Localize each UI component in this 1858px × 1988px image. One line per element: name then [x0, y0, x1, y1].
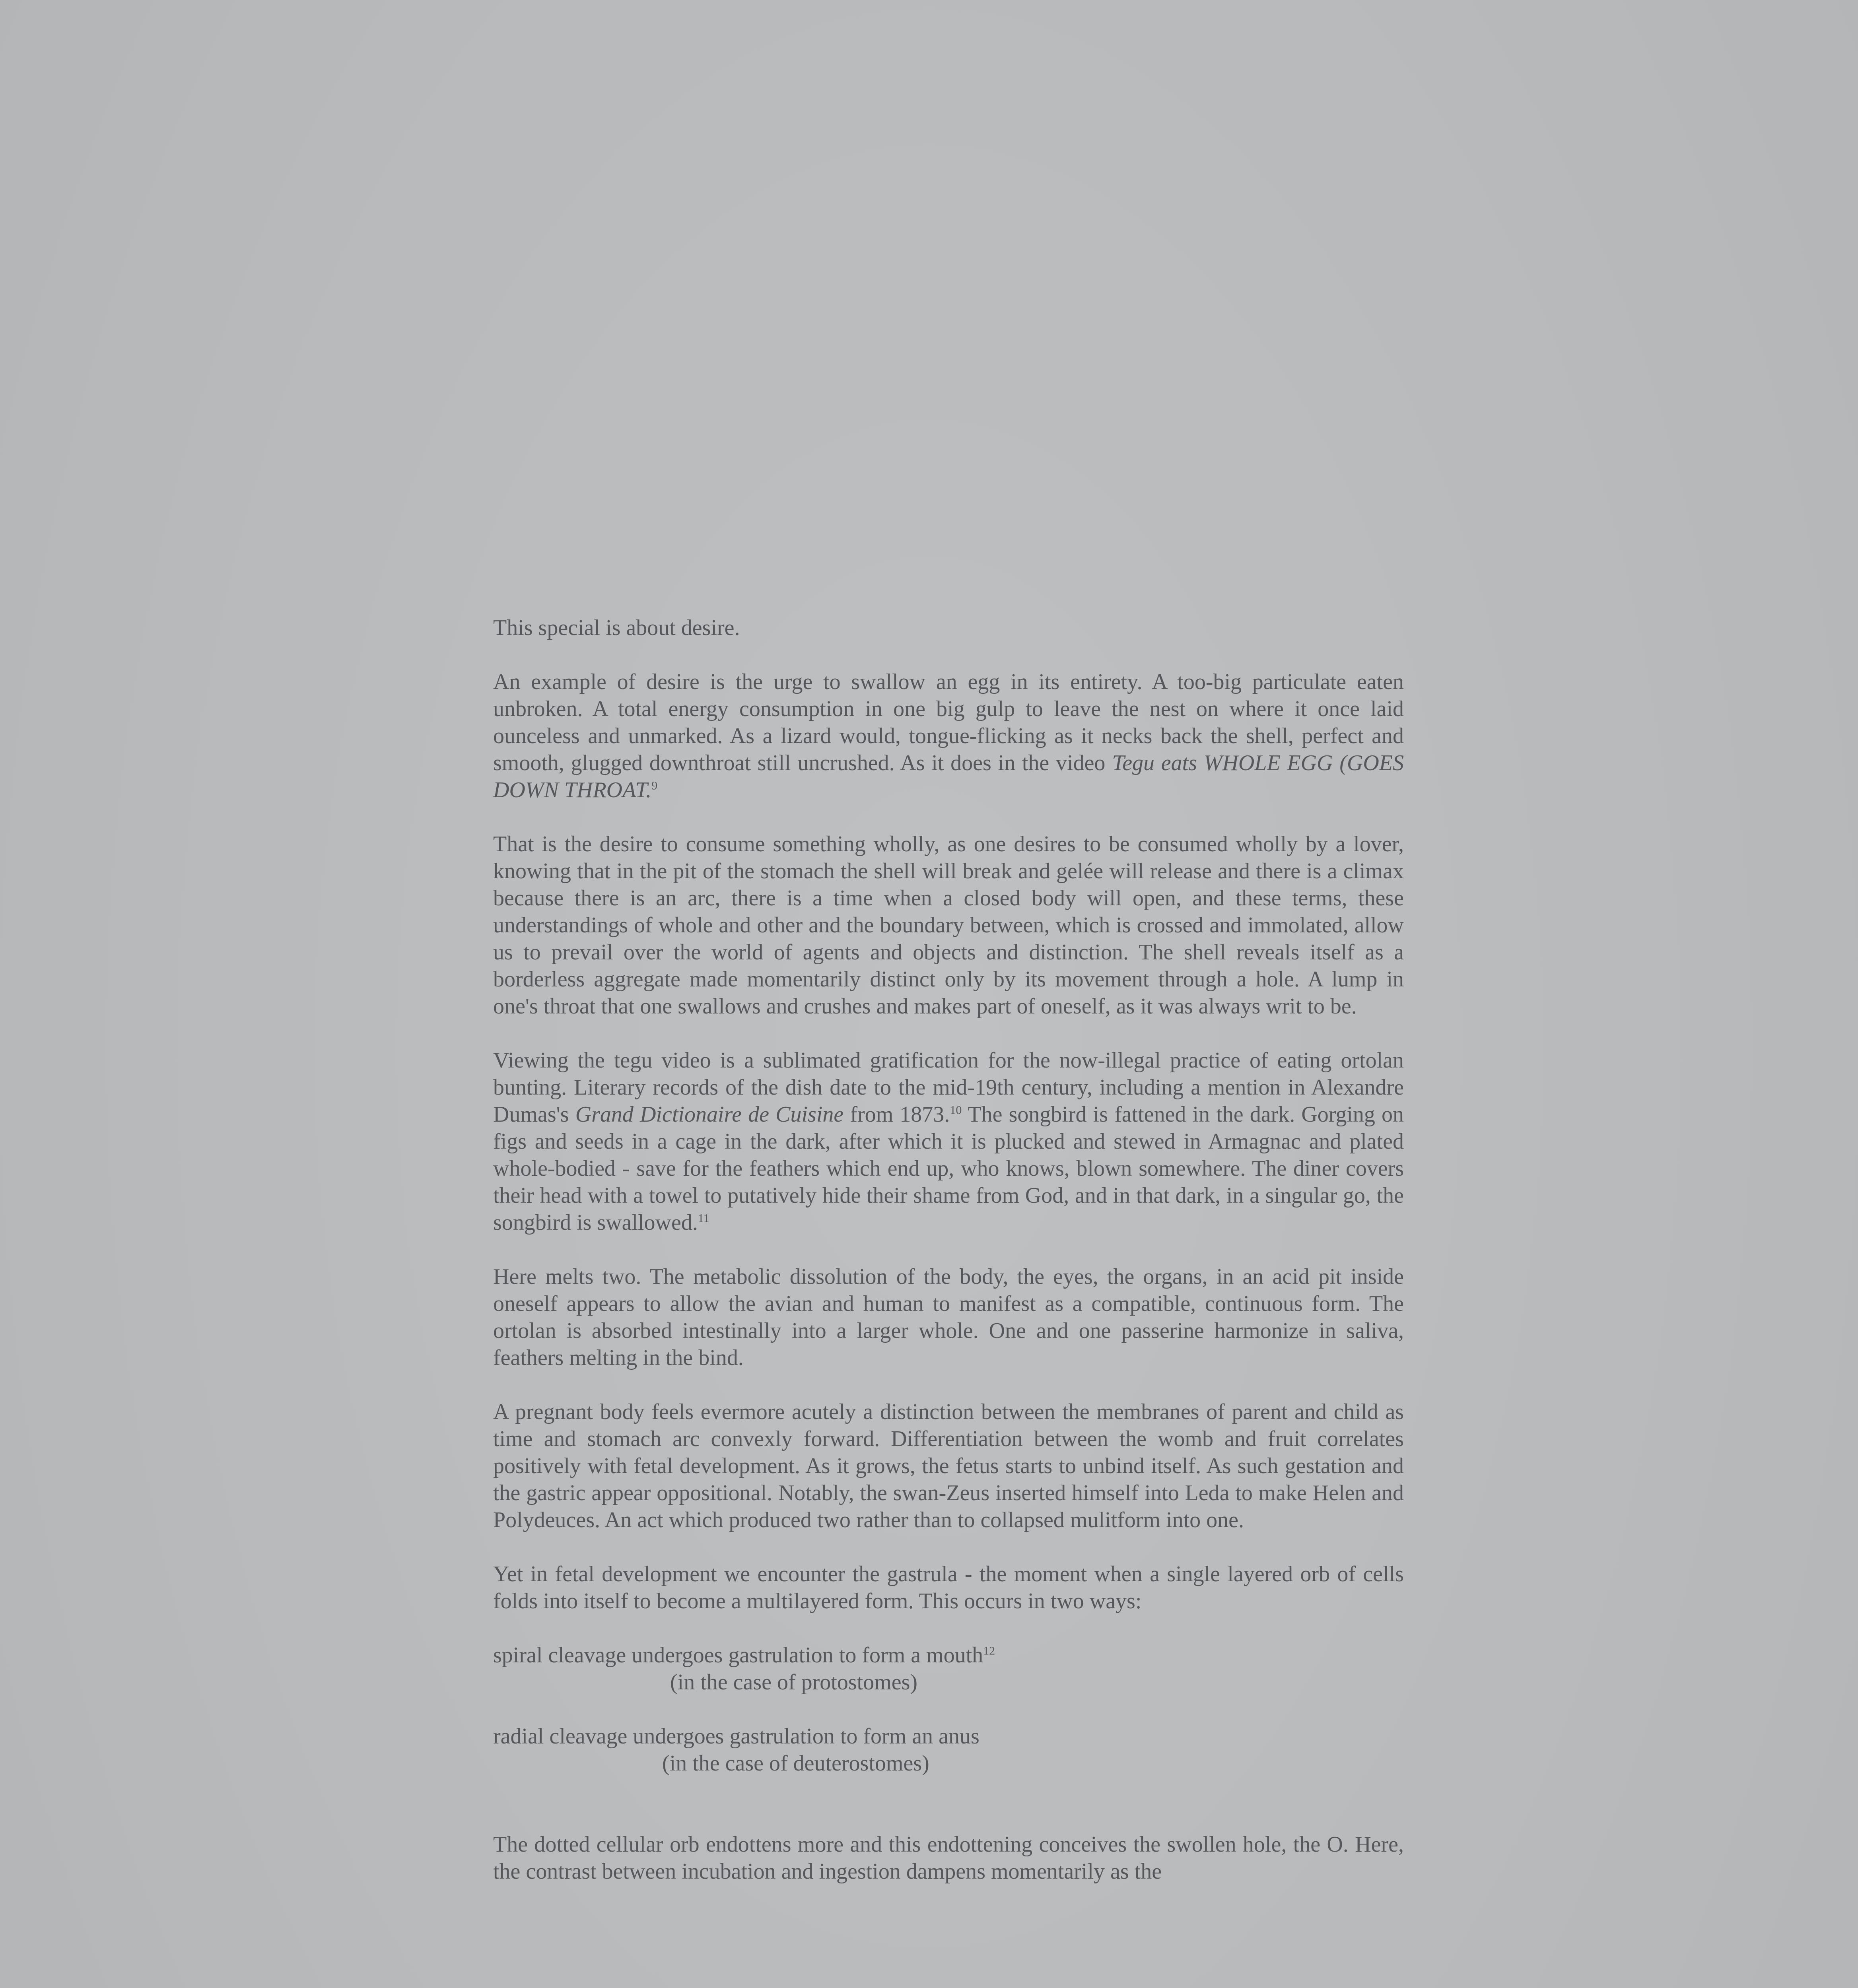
footnote-ref: 9: [651, 779, 658, 792]
spiral-cleavage: spiral cleavage undergoes gastrulation to form a mouth$^{12}$ (in the case of protostomes): [493, 1643, 995, 1695]
paragraph-pregnant: A pregnant body feels evermore acutely a distinction between the membranes of parent and child as time and stomach arc convexly forward. Differentiation between the womb and fruit correlates positively with fetal development. As it grows, the fetus starts to unbind itself. As such gestation and the gastric appear oppositional. Notably, the swan-Zeus inserted himself into Leda to make Helen and Polydeuces. An act which produced two rather than to collapsed mulitform into one.: [493, 1400, 1404, 1532]
footnote-ref: 12: [983, 1644, 995, 1658]
paragraph-ortolan: Viewing the tegu video is a sublimated gratification for the now-illegal practice of eating ortolan bunting. Literary records of the dish date to the mid-19th century, including a mention in Alexandre Dumas's Grand Dictionaire de Cuisine from 1873.10 The songbird is fattened in the dark. Gorging on figs and seeds in a cage in the dark, after which it is plucked and stewed in Armagnac and plated whole-bodied - save for the feathers which end up, who knows, blown somewhere. The diner covers their head with a towel to putatively hide their shame from God, and in that dark, in a singular go, the songbird is swallowed.$^{11}$: [493, 1048, 1404, 1235]
video-title: Tegu eats WHOLE EGG (GOES DOWN THROAT.: [493, 751, 1404, 802]
paragraph-egg-text: An example of desire is the urge to swallow an egg in its entirety. A too-big particulate eaten unbroken. A total energy consumption in one big gulp to leave the nest on where it once laid ounceless and unmarked. As a lizard would, tongue-flicking as it necks back the shell, perfect and smooth, glugged downthroat still uncrushed. As it does in the video: [493, 670, 1404, 775]
paragraph-intro: This special is about desire.: [493, 615, 740, 640]
paragraph-gastrula: Yet in fetal development we encounter the gastrula - the moment when a single layered orb of cells folds into itself to become a multilayered form. This occurs in two ways:: [493, 1562, 1404, 1613]
footnote-ref: 11: [698, 1211, 709, 1225]
paragraph-consume: That is the desire to consume something wholly, as one desires to be consumed wholly by a lover, knowing that in the pit of the stomach the shell will break and gelée will release and there is a climax because there is an arc, there is a time when a closed body will open, and these terms, these understandings of whole and other and the boundary between, which is crossed and immolated, allow us to prevail over the world of agents and objects and distinction. The shell reveals itself as a borderless aggregate made momentarily distinct only by its movement through a hole. A lump in one's throat that one swallows and crushes and makes part of oneself, as it was always writ to be.: [493, 832, 1404, 1019]
paragraph-orb: The dotted cellular orb endottens more and this endottening conceives the swollen hole, the O. Here, the contrast between incubation and ingestion dampens momentarily as the: [493, 1832, 1404, 1884]
book-title: Grand Dictionaire de Cuisine: [575, 1102, 844, 1127]
body-text: [493, 614, 1404, 1912]
paragraph-egg: [493, 668, 1404, 804]
footnote-ref: 10: [950, 1103, 962, 1117]
paragraph-melts: Here melts two. The metabolic dissolution of the body, the eyes, the organs, in an acid pit inside oneself appears to allow the avian and human to manifest as a compatible, continuous form. The ortolan is absorbed intestinally into a larger whole. One and one passerine harmonize in saliva, feathers melting in the bind.: [493, 1264, 1404, 1370]
radial-cleavage: radial cleavage undergoes gastrulation to form an anus (in the case of deuterostomes): [493, 1724, 980, 1776]
